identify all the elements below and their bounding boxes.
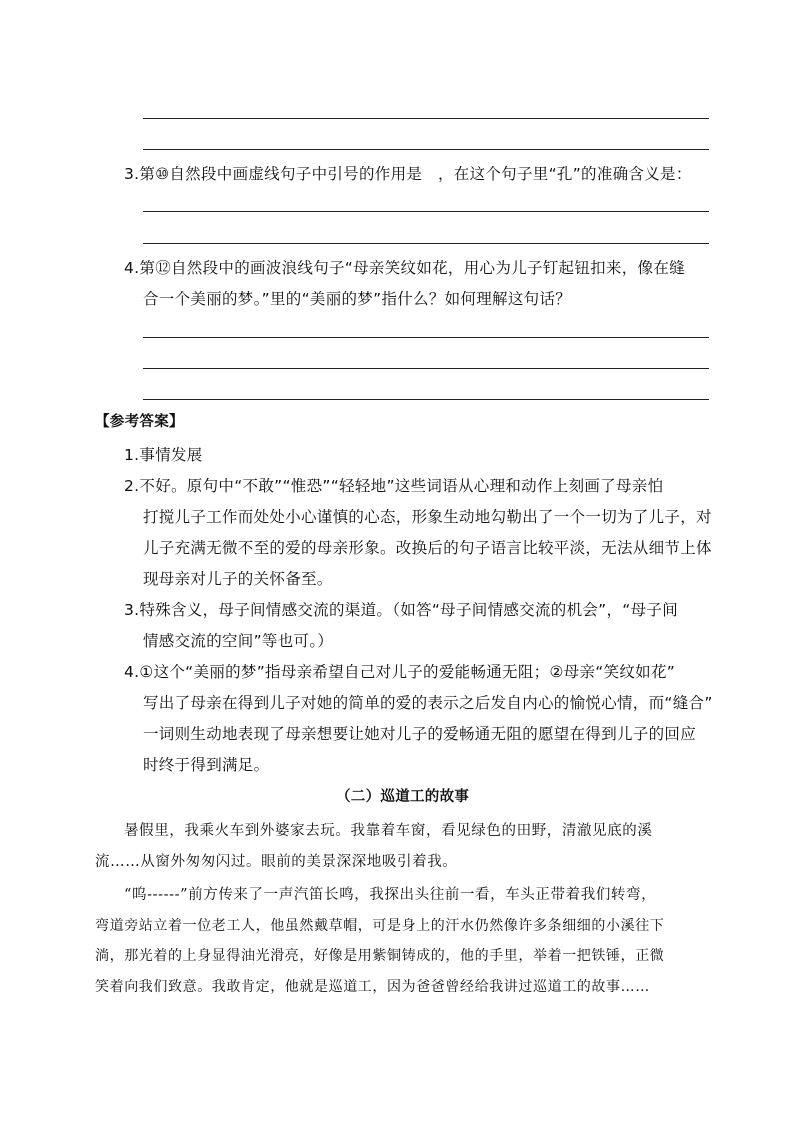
story-paragraph-2-line-3: 淌，那光着的上身显得油光滑亮，好像是用紫铜铸成的，他的手里，举着一把铁锤，正微 xyxy=(95,948,665,964)
answer-line xyxy=(143,149,709,150)
story-paragraph-1-line-1: 暑假里，我乘火车到外婆家去玩。我靠着车窗，看见绿色的田野，清澈见底的溪 xyxy=(124,823,653,839)
answer-2-line-2: 打搅儿子工作而处处小心谨慎的心态，形象生动地勾勒出了一个一切为了儿子，对 xyxy=(143,508,712,526)
answer-line xyxy=(143,337,709,338)
answer-line xyxy=(143,368,709,369)
answer-2-line-3: 儿子充满无微不至的爱的母亲形象。改换后的句子语言比较平淡，无法从细节上体 xyxy=(143,539,712,557)
answer-2-line-4: 现母亲对儿子的关怀备至。 xyxy=(143,570,333,588)
answer-4-line-4: 时终于得到满足。 xyxy=(143,756,270,774)
answer-line xyxy=(143,211,709,212)
answer-4-line-2: 写出了母亲在得到儿子对她的简单的爱的表示之后发自内心的愉悦心情，而“缝合” xyxy=(143,694,713,712)
story-paragraph-2-line-1: “呜------”前方传来了一声汽笛长鸣，我探出头往前一看，车头正带着我们转弯， xyxy=(124,887,657,903)
story-paragraph-1-line-2: 流……从窗外匆匆闪过。眼前的美景深深地吸引着我。 xyxy=(95,854,458,870)
question-3: 3.第⑩自然段中画虚线句子中引号的作用是 ，在这个句子里“孔”的准确含义是： xyxy=(124,165,692,183)
answer-4-line-1: 4.①这个“美丽的梦”指母亲希望自己对儿子的爱能畅通无阻；②母亲“笑纹如花” xyxy=(124,663,676,681)
answer-4-line-3: 一词则生动地表现了母亲想要让她对儿子的爱畅通无阻的愿望在得到儿子的回应 xyxy=(143,725,697,743)
answer-1: 1.事情发展 xyxy=(124,446,203,464)
answer-line xyxy=(143,243,709,244)
question-4-line-1: 4.第⑫自然段中的画波浪线句子“母亲笑纹如花，用心为儿子钉起钮扣来，像在缝 xyxy=(124,259,685,277)
answer-line xyxy=(143,399,709,400)
story-paragraph-2-line-2: 弯道旁站立着一位老工人，他虽然戴草帽，可是身上的汗水仍然像许多条细细的小溪往下 xyxy=(95,918,665,934)
story-paragraph-2-line-4: 笑着向我们致意。我敢肯定，他就是巡道工，因为爸爸曾经给我讲过巡道工的故事…… xyxy=(95,979,650,995)
story-title: （二）巡道工的故事 xyxy=(336,789,470,805)
answer-3-line-1: 3.特殊含义，母子间情感交流的渠道。（如答“母子间情感交流的机会”，“母子间 xyxy=(124,601,679,619)
answers-heading: 【参考答案】 xyxy=(95,414,184,430)
answer-line xyxy=(143,118,709,119)
question-4-line-2: 合一个美丽的梦。”里的“美丽的梦”指什么？如何理解这句话？ xyxy=(143,290,572,308)
answer-3-line-2: 情感交流的空间”等也可。） xyxy=(143,632,334,650)
answer-2-line-1: 2.不好。原句中“不敢”“惟恐”“轻轻地”这些词语从心理和动作上刻画了母亲怕 xyxy=(124,477,664,495)
